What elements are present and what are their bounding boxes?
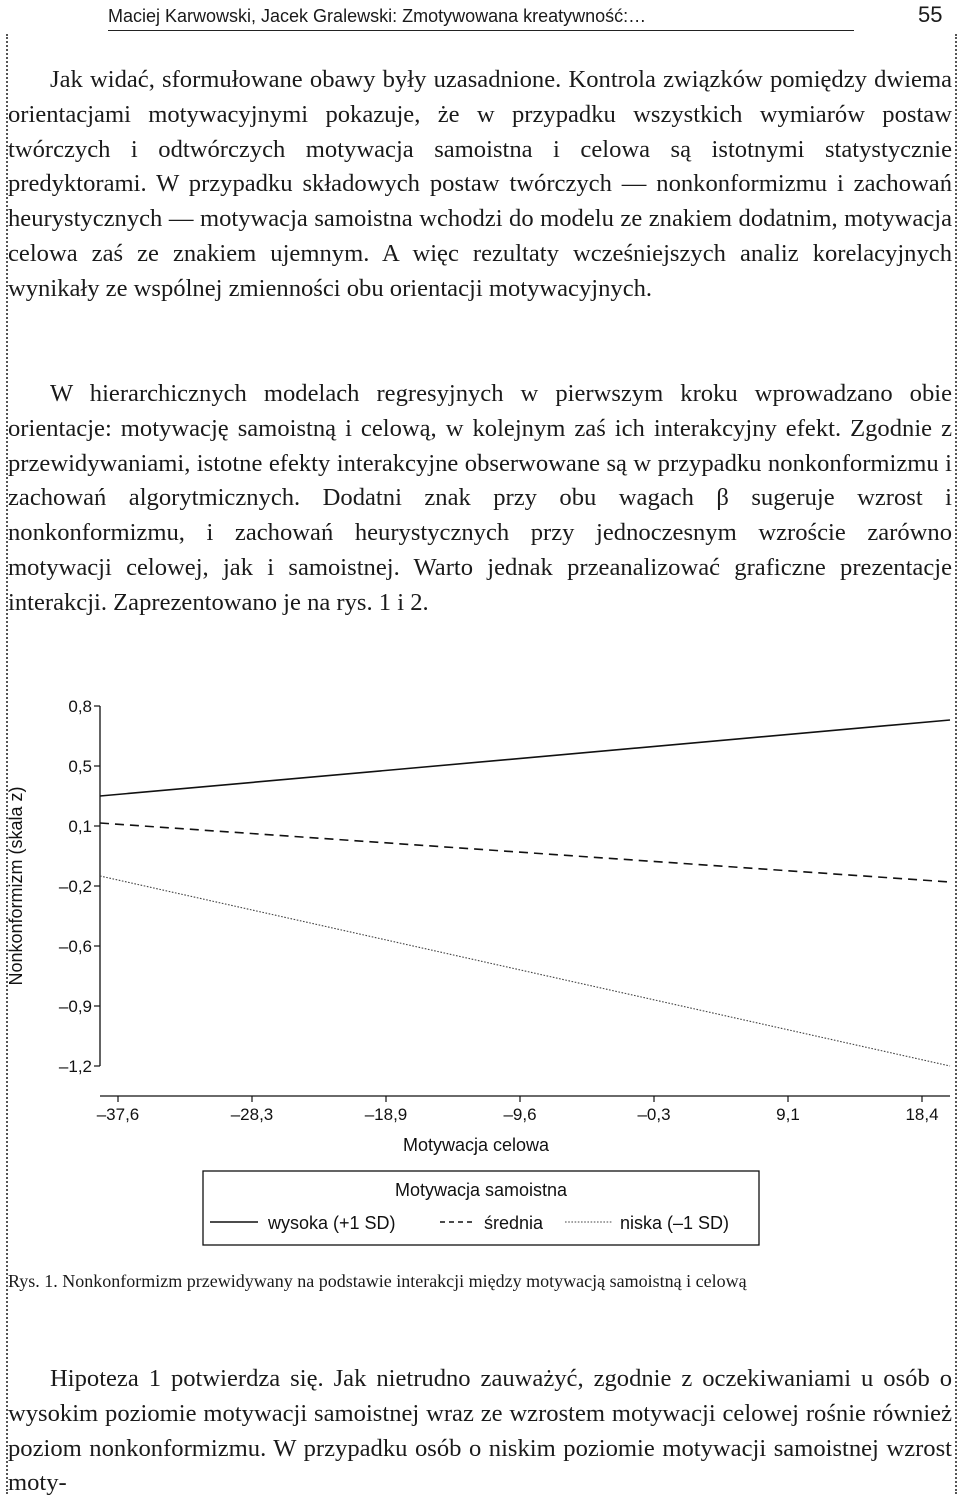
series-line-1	[100, 823, 950, 882]
page-number: 55	[918, 2, 943, 27]
legend-title: Motywacja samoistna	[394, 1180, 568, 1200]
x-tick-label: –28,3	[230, 1105, 274, 1124]
paragraph-1: Jak widać, sformułowane obawy były uzasadnione. Kontrola związków pomiędzy dwiema orientacjami motywacyjnymi pokazuje, że w przypadku wszystkich wymiarów postaw twórczych i odtwórczych motywacja samoistna i celowa są istotnymi statystycznie predyktorami. W przypadku składowych postaw twórczych — nonkonformizmu i zachowań heurystycznych — motywacja samoistna wchodzi do modelu ze znakiem dodatnim, motywacja celowa zaś ze znakiem ujemnym. A więc rezultaty wcześniejszych analiz korelacyjnych wynikały ze wspólnej zmienności obu orientacji motywacyjnych.	[8, 66, 952, 302]
x-axis-title: Motywacja celowa	[402, 1135, 550, 1155]
y-tick-label: –0,2	[58, 877, 92, 896]
y-tick-label: 0,5	[68, 757, 92, 776]
legend-label-2: niska (–1 SD)	[620, 1213, 730, 1233]
y-tick-label: –0,6	[58, 937, 92, 956]
y-axis-title: Nonkonformizm (skala z)	[6, 786, 26, 986]
series-line-2	[100, 876, 950, 1066]
y-tick-label: –0,9	[58, 997, 92, 1016]
y-tick-label: –1,2	[58, 1057, 92, 1076]
legend-label-1: średnia	[484, 1213, 544, 1233]
x-tick-label: –9,6	[503, 1105, 537, 1124]
paragraph-2: W hierarchicznych modelach regresyjnych w pierwszym kroku wprowadzano obie orientacje: motywację samoistną i celową, w kolejnym zaś ich interakcyjny efekt. Zgodnie z przewidywaniami, istotne efekty interakcyjne obserwowane są w przypadku nonkonformizmu i zachowań algorytmicznych. Dodatni znak przy obu wagach β sugeruje wzrost i nonkonformizmu, i zachowań heurystycznych przy jednoczesnym wzroście zarówno motywacji celowej, jak i samoistnej. Warto jednak przeanalizować graficzne prezentacje interakcji. Zaprezentowano je na rys. 1 i 2.	[8, 380, 952, 616]
paragraph-3: Hipoteza 1 potwierdza się. Jak nietrudno zauważyć, zgodnie z oczekiwaniami u osób o wysokim poziomie motywacji samoistnej wraz ze wzrostem motywacji celowej rośnie również poziom nonkonformizmu. W przypadku osób o niskim poziomie motywacji samoistnej wzrost moty-	[8, 1365, 952, 1497]
y-tick-label: 0,8	[68, 697, 92, 716]
x-tick-label: –37,6	[96, 1105, 140, 1124]
running-header: Maciej Karwowski, Jacek Gralewski: Zmotywowana kreatywność:…	[108, 6, 854, 31]
y-tick-label: 0,1	[68, 817, 92, 836]
series-line-0	[100, 720, 950, 796]
x-tick-label: 9,1	[776, 1105, 800, 1124]
legend-label-0: wysoka (+1 SD)	[268, 1213, 396, 1233]
x-tick-label: 18,4	[905, 1105, 939, 1124]
figure-caption: Rys. 1. Nonkonformizm przewidywany na podstawie interakcji między motywacją samoistną i celową	[8, 1271, 747, 1291]
x-tick-label: –18,9	[364, 1105, 408, 1124]
figure-1-chart	[0, 680, 960, 1265]
x-tick-label: –0,3	[637, 1105, 671, 1124]
